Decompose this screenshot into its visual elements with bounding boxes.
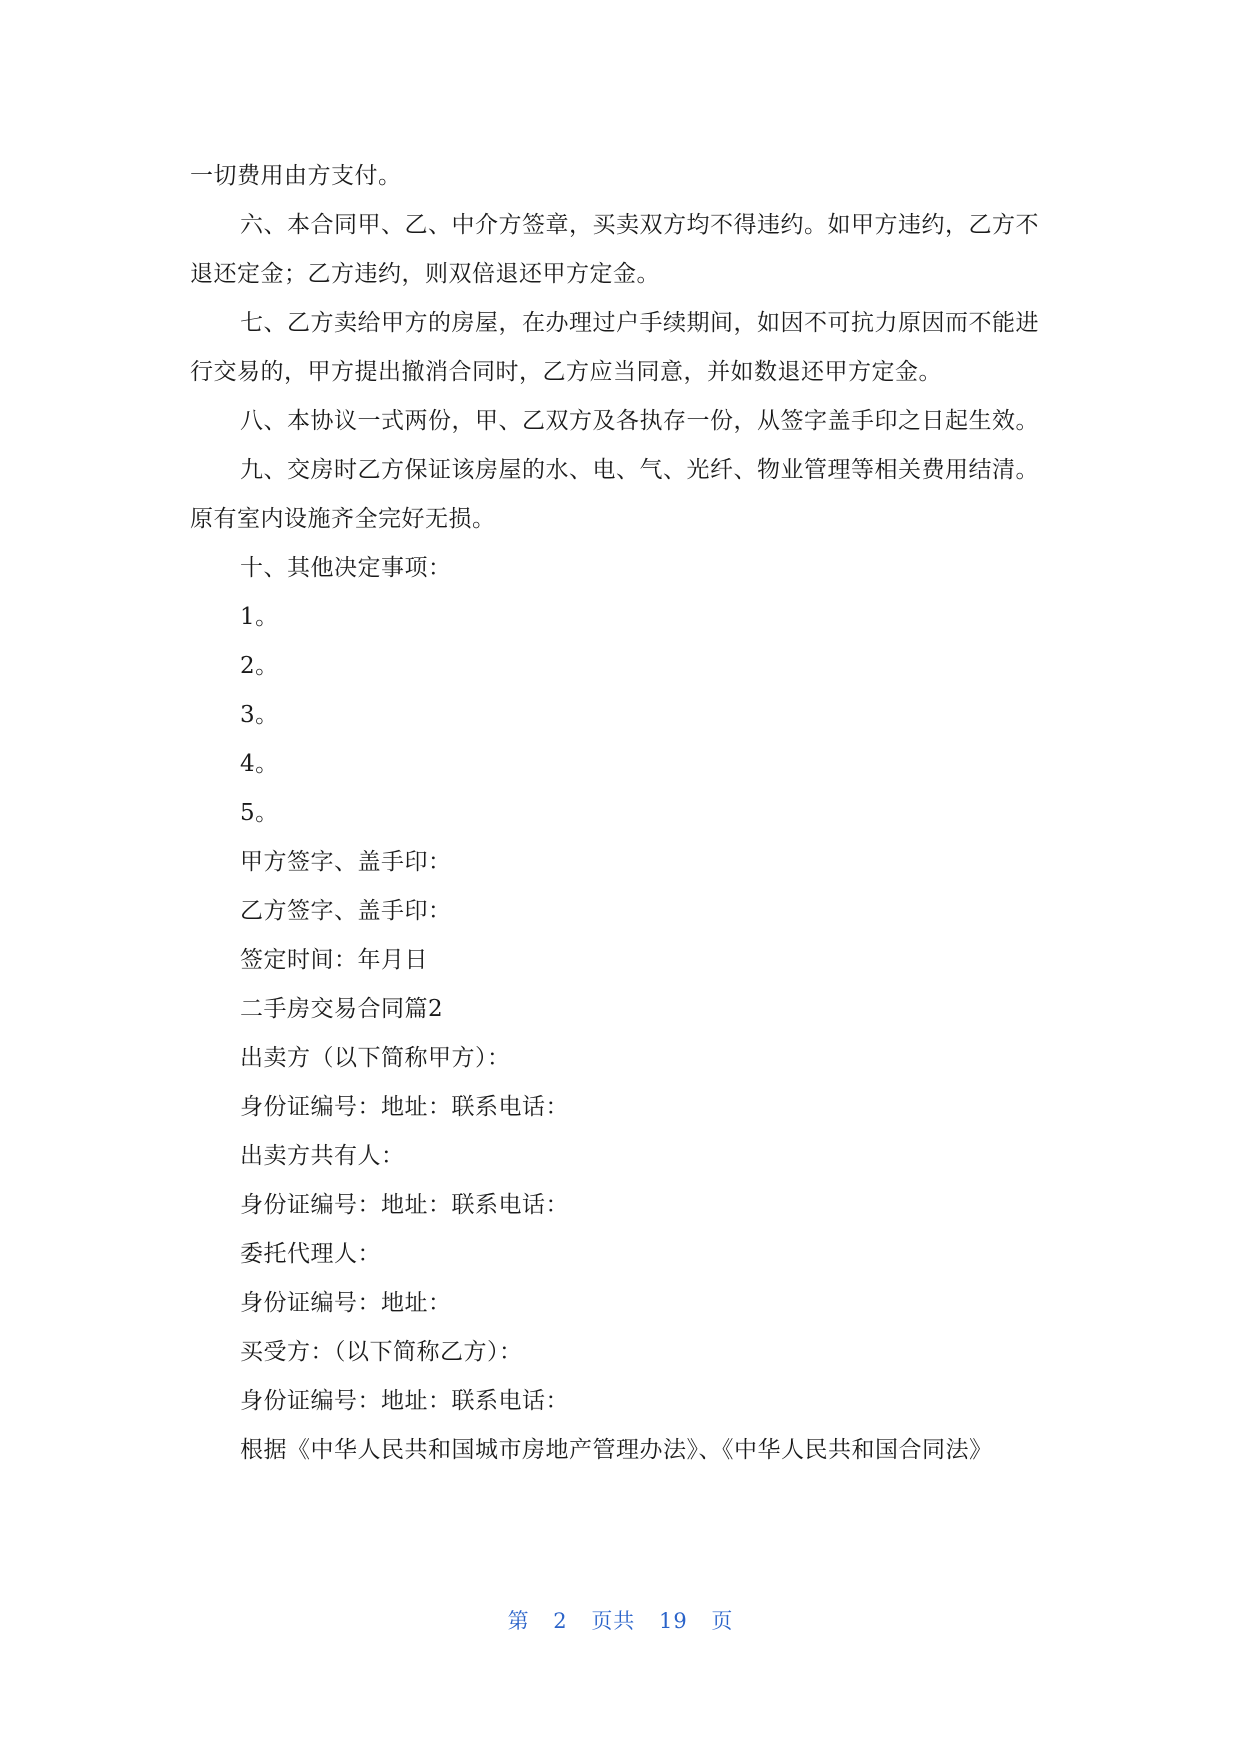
agent-line: 委托代理人：	[240, 1241, 381, 1267]
page-footer	[0, 1605, 1241, 1635]
paragraph-clause-6: 六、本合同甲、乙、中介方签章，买卖双方均不得违约。如甲方违约，乙方不退还定金；乙方违约，则双倍退还甲方定金。	[190, 212, 1039, 287]
buyer-id-line: 身份证编号：地址：联系电话：	[240, 1388, 569, 1414]
footer-middle: 页共	[591, 1609, 636, 1633]
paragraph-1: 一切费用由方支付。	[190, 163, 402, 189]
list-item-5: 5。	[240, 800, 279, 826]
seller-id-line: 身份证编号：地址：联系电话：	[240, 1094, 569, 1120]
party-b-signature-line: 乙方签字、盖手印：	[240, 898, 452, 924]
party-a-signature-line: 甲方签字、盖手印：	[240, 849, 452, 875]
paragraph-clause-8: 八、本协议一式两份，甲、乙双方及各执存一份，从签字盖手印之日起生效。	[240, 408, 1039, 434]
paragraph-clause-7: 七、乙方卖给甲方的房屋，在办理过户手续期间，如因不可抗力原因而不能进行交易的，甲方提出撤消合同时，乙方应当同意，并如数退还甲方定金。	[190, 310, 1039, 385]
legal-basis-line: 根据《中华人民共和国城市房地产管理办法》、《中华人民共和国合同法》	[240, 1437, 993, 1463]
co-owner-id-line: 身份证编号：地址：联系电话：	[240, 1192, 569, 1218]
footer-suffix: 页	[711, 1609, 734, 1633]
list-item-3: 3。	[240, 702, 279, 728]
paragraph-clause-10: 十、其他决定事项：	[240, 555, 452, 581]
list-item-1: 1。	[240, 604, 279, 630]
co-owner-line: 出卖方共有人：	[240, 1143, 405, 1169]
seller-line: 出卖方（以下简称甲方）：	[240, 1045, 511, 1071]
section-heading: 二手房交易合同篇2	[240, 996, 444, 1022]
signing-date-line: 签定时间：年月日	[240, 947, 428, 973]
list-item-4: 4。	[240, 751, 279, 777]
footer-prefix: 第	[507, 1609, 530, 1633]
list-item-2: 2。	[240, 653, 279, 679]
agent-id-line: 身份证编号：地址：	[240, 1290, 452, 1316]
document-body	[190, 152, 1050, 1475]
paragraph-clause-9: 九、交房时乙方保证该房屋的水、电、气、光纤、物业管理等相关费用结清。原有室内设施齐全完好无损。	[190, 457, 1039, 532]
current-page-number: 2	[553, 1609, 568, 1633]
total-pages-number: 19	[659, 1609, 688, 1633]
buyer-line: 买受方：（以下简称乙方）：	[240, 1339, 523, 1365]
